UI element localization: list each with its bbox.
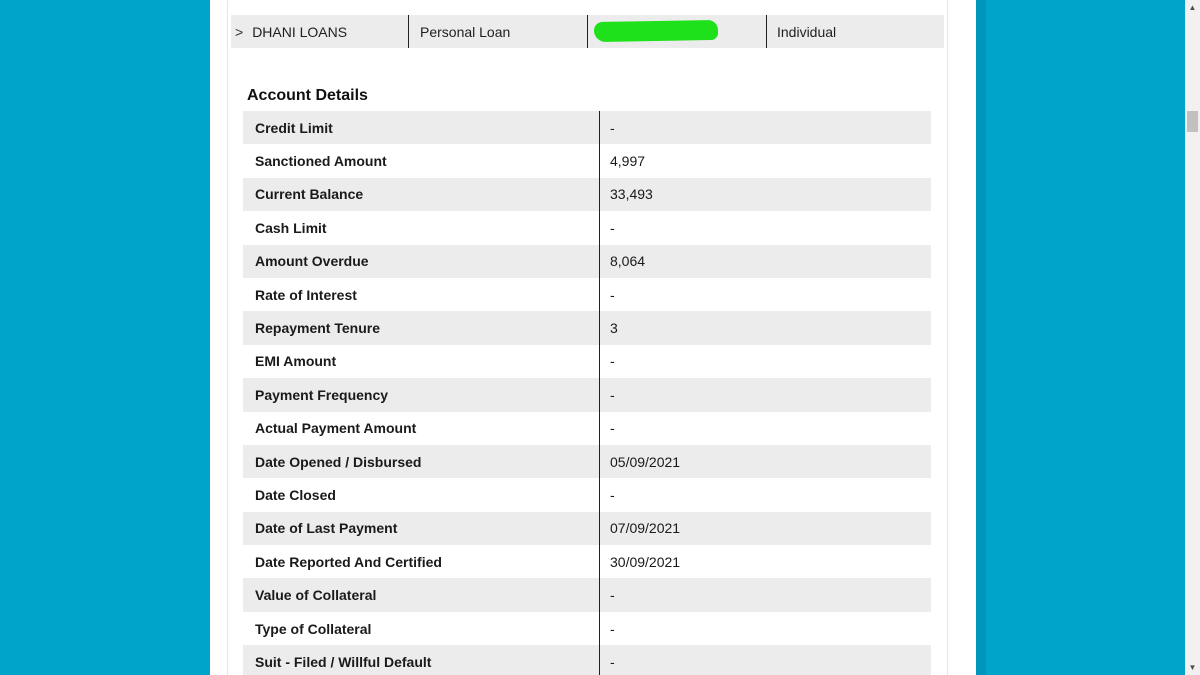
- detail-row: [243, 412, 931, 445]
- detail-value: 4,997: [610, 153, 646, 170]
- detail-value: -: [610, 653, 615, 670]
- detail-value: -: [610, 420, 615, 437]
- detail-label: Date of Last Payment: [243, 512, 600, 545]
- detail-row: [243, 345, 931, 378]
- detail-value: 30/09/2021: [610, 553, 681, 570]
- detail-value: -: [610, 620, 615, 637]
- detail-value: 05/09/2021: [610, 453, 681, 470]
- detail-label: Date Closed: [243, 478, 600, 511]
- detail-row: [243, 578, 931, 611]
- detail-row: [243, 278, 931, 311]
- detail-value: -: [610, 119, 615, 136]
- detail-label: Suit - Filed / Willful Default: [243, 645, 600, 675]
- detail-row: [243, 612, 931, 645]
- detail-row: [243, 645, 931, 675]
- detail-label: Payment Frequency: [243, 378, 600, 411]
- detail-value: 3: [610, 320, 618, 337]
- detail-row: [243, 245, 931, 278]
- redaction-mark: [594, 20, 718, 42]
- detail-row: [243, 478, 931, 511]
- redacted-account-number-cell: [587, 15, 766, 48]
- ownership-cell: [766, 15, 944, 48]
- lender-name: DHANI LOANS: [252, 23, 348, 40]
- loan-type-cell: [408, 15, 587, 48]
- detail-label: Date Reported And Certified: [243, 545, 600, 578]
- detail-row: [243, 111, 931, 144]
- detail-label: Value of Collateral: [243, 578, 600, 611]
- chevron-right-icon[interactable]: >: [235, 23, 244, 40]
- account-card: [227, 0, 948, 675]
- detail-row: [243, 545, 931, 578]
- scroll-thumb[interactable]: [1187, 111, 1198, 132]
- detail-value: -: [610, 587, 615, 604]
- detail-row: [243, 311, 931, 344]
- detail-value: 33,493: [610, 186, 653, 203]
- detail-row: [243, 144, 931, 177]
- detail-row: [243, 445, 931, 478]
- loan-type: Personal Loan: [420, 23, 511, 40]
- detail-value: 8,064: [610, 253, 646, 270]
- detail-row: [243, 512, 931, 545]
- account-summary-row[interactable]: [231, 15, 944, 48]
- detail-label: EMI Amount: [243, 345, 600, 378]
- detail-row: [243, 178, 931, 211]
- detail-row: [243, 378, 931, 411]
- vertical-scrollbar[interactable]: [1185, 0, 1200, 675]
- detail-label: Repayment Tenure: [243, 311, 600, 344]
- account-details-title: Account Details: [247, 87, 368, 104]
- report-page: [210, 0, 976, 675]
- detail-value: -: [610, 353, 615, 370]
- account-details-table: [243, 111, 931, 675]
- scroll-down-arrow-icon[interactable]: ▼: [1188, 663, 1197, 672]
- detail-value: -: [610, 219, 615, 236]
- detail-label: Date Opened / Disbursed: [243, 445, 600, 478]
- page-edge: [976, 0, 986, 675]
- detail-label: Current Balance: [243, 178, 600, 211]
- detail-label: Credit Limit: [243, 111, 600, 144]
- detail-value: -: [610, 286, 615, 303]
- scroll-up-arrow-icon[interactable]: ▲: [1188, 3, 1197, 12]
- detail-value: -: [610, 486, 615, 503]
- detail-label: Sanctioned Amount: [243, 144, 600, 177]
- lender-cell: [231, 15, 408, 48]
- detail-label: Rate of Interest: [243, 278, 600, 311]
- ownership-type: Individual: [777, 23, 837, 40]
- detail-label: Amount Overdue: [243, 245, 600, 278]
- detail-value: 07/09/2021: [610, 520, 681, 537]
- detail-label: Actual Payment Amount: [243, 412, 600, 445]
- detail-label: Type of Collateral: [243, 612, 600, 645]
- detail-row: [243, 211, 931, 244]
- detail-value: -: [610, 386, 615, 403]
- detail-label: Cash Limit: [243, 211, 600, 244]
